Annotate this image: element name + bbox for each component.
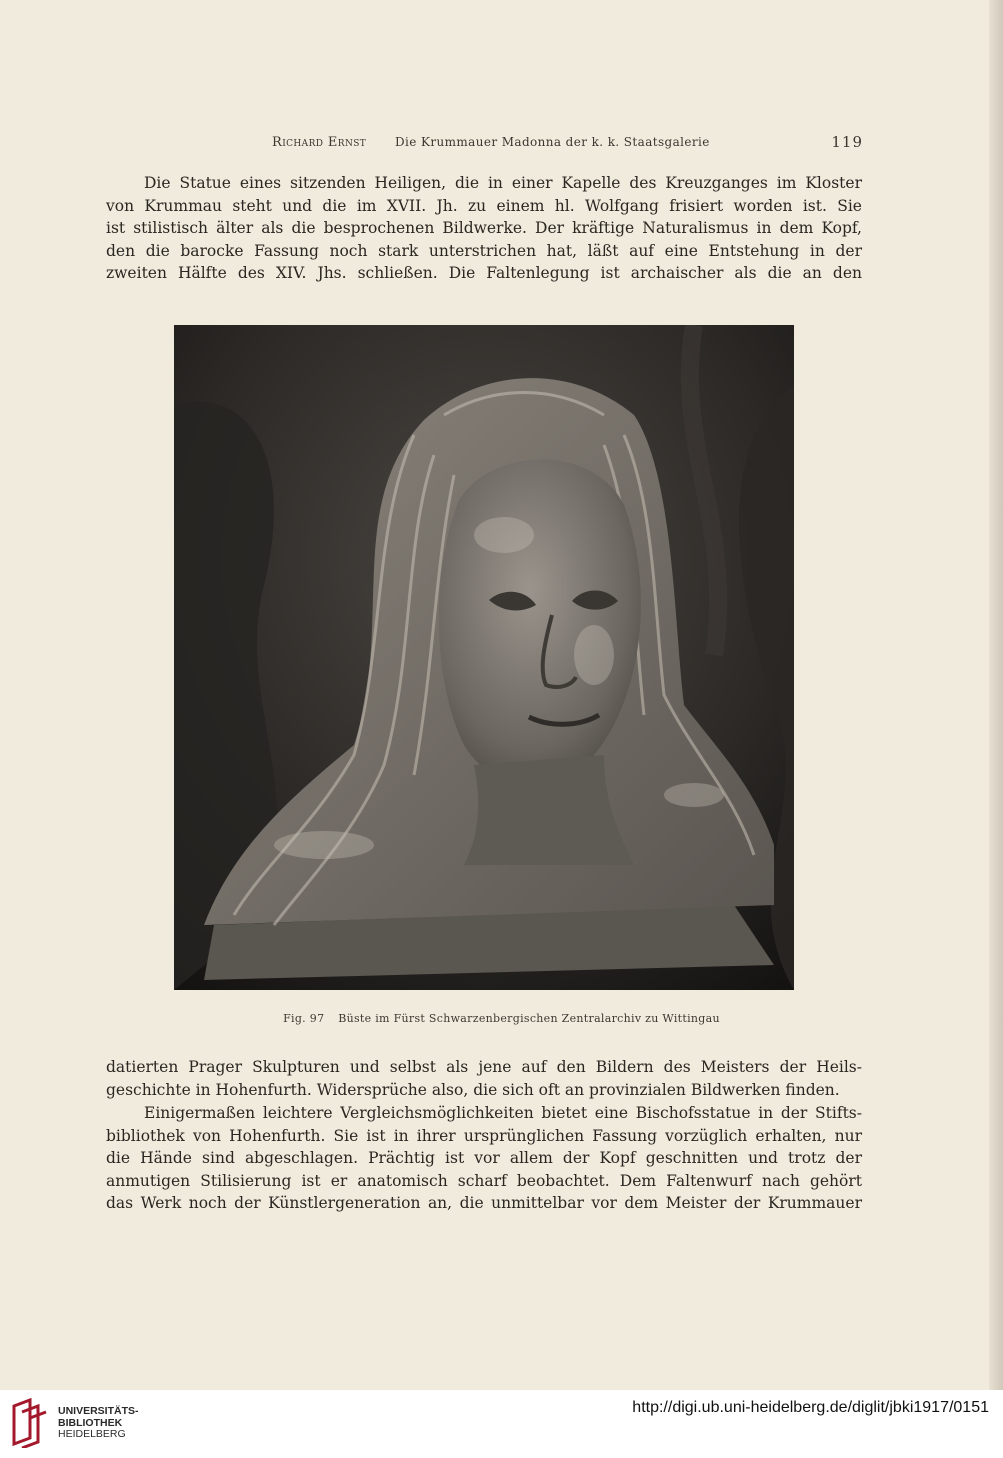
running-header xyxy=(240,132,865,152)
bust-illustration xyxy=(174,325,794,990)
figure-caption-text: Büste im Fürst Schwarzenbergischen Zentralarchiv zu Wittingau xyxy=(338,1012,720,1025)
text-line: bibliothek von Hohenfurth. Sie ist in ihrer ursprünglichen Fassung vorzüglich erhalten, nur xyxy=(106,1126,862,1145)
library-line-3: HEIDELBERG xyxy=(58,1428,126,1440)
text-line: den die barocke Fassung noch stark unterstrichen hat, läßt auf eine Entstehung in der xyxy=(106,241,862,260)
text-line: die Hände sind abgeschlagen. Prächtig ist vor allem der Kopf geschnitten und trotz der xyxy=(106,1149,862,1168)
page-number: 119 xyxy=(831,133,863,151)
text-line: anmutigen Stilisierung ist er anatomisch scharf beobachtet. Dem Faltenwurf nach gehört xyxy=(106,1171,862,1190)
text-line: ist stilistisch älter als die besprochenen Bildwerke. Der kräftige Naturalismus in dem Kopf, xyxy=(106,219,862,238)
text-line: geschichte in Hohenfurth. Widersprüche also, die sich oft an provinzialen Bildwerken finden. xyxy=(106,1080,840,1099)
library-logo-icon xyxy=(10,1398,50,1448)
page-edge-shadow xyxy=(989,0,1003,1390)
text-line: von Krummau steht und die im XVII. Jh. zu einem hl. Wolfgang frisiert worden ist. Sie xyxy=(106,196,862,215)
figure-caption xyxy=(0,1012,1003,1025)
paragraph-1 xyxy=(106,172,862,285)
header-author: Richard Ernst xyxy=(272,135,367,150)
paragraph-2 xyxy=(106,1056,862,1101)
figure-photo-bust xyxy=(174,325,794,990)
figure-label: Fig. 97 xyxy=(283,1012,325,1025)
text-line: Einigermaßen leichtere Vergleichsmöglichkeiten bietet eine Bischofsstatue in der Stifts- xyxy=(144,1104,862,1122)
library-line-2: BIBLIOTHEK xyxy=(58,1416,123,1429)
library-name xyxy=(58,1406,139,1441)
source-url-link[interactable]: http://digi.ub.uni-heidelberg.de/diglit/jbki1917/0151 xyxy=(632,1399,989,1416)
text-line: zweiten Hälfte des XIV. Jhs. schließen. Die Faltenlegung ist archaischer als die an den xyxy=(106,264,862,283)
header-title: Die Krummauer Madonna der k. k. Staatsgalerie xyxy=(395,135,710,149)
paragraph-3 xyxy=(106,1102,862,1215)
text-line: Die Statue eines sitzenden Heiligen, die in einer Kapelle des Kreuzganges im Kloster xyxy=(144,174,862,192)
library-line-1: UNIVERSITÄTS- xyxy=(58,1405,139,1417)
text-line: datierten Prager Skulpturen und selbst als jene auf den Bildern des Meisters der Heils- xyxy=(106,1058,862,1076)
text-line: das Werk noch der Künstlergeneration an, die unmittelbar vor dem Meister der Krummauer xyxy=(106,1194,862,1213)
